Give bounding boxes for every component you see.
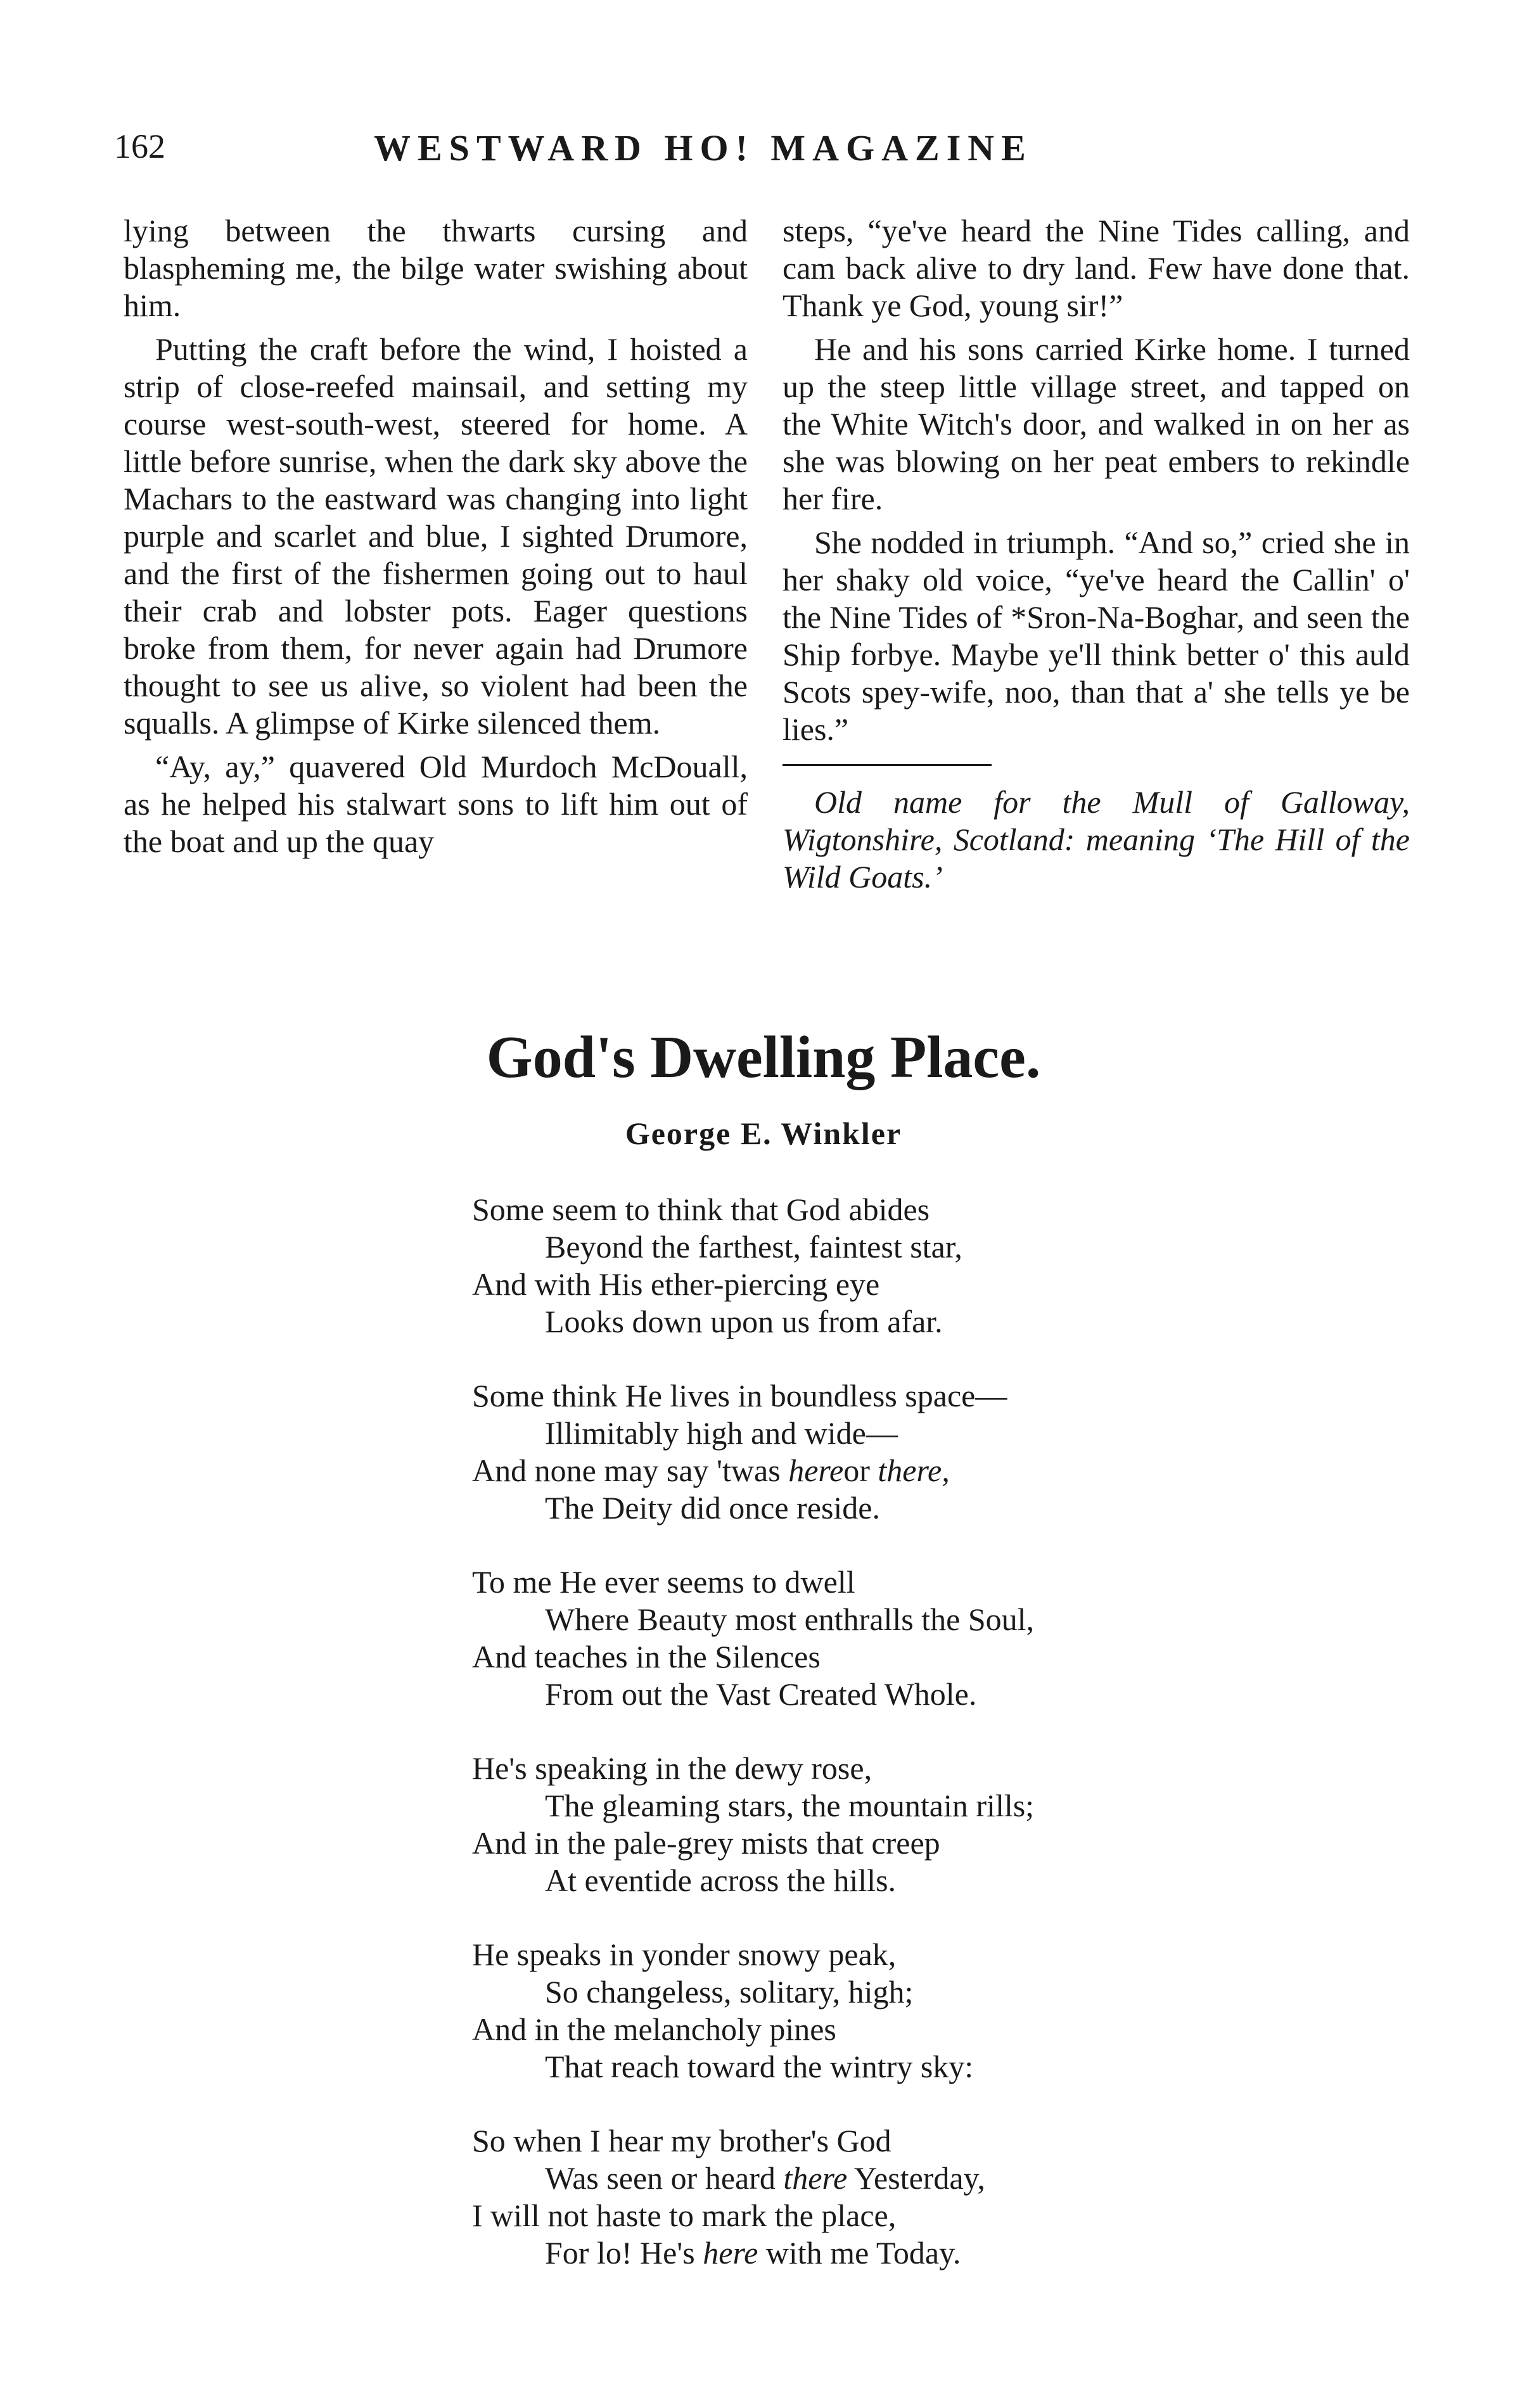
- poem-stanza: [472, 1377, 1296, 1527]
- story-paragraph: She nodded in triumph. “And so,” cried she in her shaky old voice, “ye've heard the Callin' o' the Nine Tides of *Sron-Na-Boghar, and seen the Ship forbye. Maybe ye'll think better o' this auld Scots spey-wife, noo, than that a' she tells ye be lies.”: [783, 525, 1410, 747]
- poem-line: And with His ether-piercing eye: [472, 1266, 880, 1302]
- poem-line: And in the melancholy pines: [472, 2011, 836, 2047]
- poem-line: He's speaking in the dewy rose,: [472, 1750, 872, 1786]
- poem-line-text: Yesterday,: [853, 2160, 985, 2196]
- poem-emphasis: here: [788, 1453, 844, 1488]
- poem-line: I will not haste to mark the place,: [472, 2198, 897, 2233]
- story-right-column: [783, 212, 1410, 902]
- poem-line: He speaks in yonder snowy peak,: [472, 1937, 897, 1972]
- poem-line: Beyond the farthest, faintest star,: [545, 1229, 962, 1265]
- poem-line: To me He ever seems to dwell: [472, 1564, 855, 1600]
- poem-stanza: [472, 1750, 1296, 1899]
- poem-line: The Deity did once reside.: [545, 1490, 880, 1526]
- poem-line: That reach toward the wintry sky:: [545, 2049, 974, 2084]
- poem-line-text: For lo! He's: [545, 2235, 695, 2271]
- poem-line: From out the Vast Created Whole.: [545, 1676, 977, 1712]
- poem-line: [472, 2160, 1296, 2197]
- poem-line: Where Beauty most enthralls the Soul,: [545, 1602, 1035, 1637]
- poem-line: Illimitably high and wide—: [545, 1415, 898, 1451]
- footnote-divider: [783, 764, 992, 766]
- poem-body: [472, 1191, 1296, 2309]
- poem-emphasis: there,: [878, 1453, 950, 1488]
- poem-line-text: or: [843, 1453, 870, 1488]
- story-paragraph: Putting the craft before the wind, I hoisted a strip of close-reefed mainsail, and setting my course west-south-west, steered for home. A little before sunrise, when the dark sky above the Machars to the eastward was changing into light purple and scarlet and blue, I sighted Drumore, and the first of the fishermen going out to haul their crab and lobster pots. Eager questions broke from them, for never again had Drumore thought to see us alive, so violent had been the squalls. A glimpse of Kirke silenced them.: [124, 331, 748, 741]
- footnote: Old name for the Mull of Galloway, Wigtonshire, Scotland: meaning ‘The Hill of the Wild Goats.’: [783, 784, 1410, 895]
- poem-line: Some seem to think that God abides: [472, 1192, 930, 1227]
- poem-line: Looks down upon us from afar.: [545, 1304, 943, 1339]
- poem-title: God's Dwelling Place.: [486, 1024, 1041, 1090]
- page-number: 162: [114, 127, 165, 165]
- story-paragraph: lying between the thwarts cursing and blaspheming me, the bilge water swishing about him.: [124, 213, 748, 323]
- story-paragraph: He and his sons carried Kirke home. I turned up the steep little village street, and tapped on the White Witch's door, and walked in on her as she was blowing on her peat embers to rekindle her fire.: [783, 331, 1410, 516]
- poem-line-text: Was seen or heard: [545, 2160, 776, 2196]
- running-header: [114, 127, 1394, 177]
- poem-stanza: [472, 1936, 1296, 2086]
- poem-emphasis: here: [703, 2235, 758, 2271]
- magazine-title: WESTWARD HO! MAGAZINE: [374, 127, 1033, 169]
- story-paragraph: steps, “ye've heard the Nine Tides calling, and cam back alive to dry land. Few have done that. Thank ye God, young sir!”: [783, 213, 1410, 323]
- poem-stanza: [472, 1564, 1296, 1713]
- poem-line: So when I hear my brother's God: [472, 2123, 891, 2158]
- poem-stanza: [472, 1191, 1296, 1341]
- poem-line-text: And none may say 'twas: [472, 1453, 781, 1488]
- poem-line-text: with me Today.: [765, 2235, 961, 2271]
- poem-line: [472, 1452, 1296, 1489]
- poem-line: So changeless, solitary, high;: [545, 1974, 914, 2010]
- poem-emphasis: there: [783, 2160, 848, 2196]
- poem-line: At eventide across the hills.: [545, 1863, 897, 1898]
- poem-line: The gleaming stars, the mountain rills;: [545, 1788, 1035, 1823]
- poem-line: And in the pale-grey mists that creep: [472, 1825, 940, 1861]
- poem-author: George E. Winkler: [625, 1116, 902, 1151]
- story-left-column: [124, 212, 748, 867]
- poem-stanza: [472, 2122, 1296, 2272]
- poem-line: [472, 2234, 1296, 2272]
- poem-line: And teaches in the Silences: [472, 1639, 821, 1674]
- story-paragraph: “Ay, ay,” quavered Old Murdoch McDouall, as he helped his stalwart sons to lift him out of the boat and up the quay: [124, 749, 748, 859]
- poem-line: Some think He lives in boundless space—: [472, 1378, 1007, 1413]
